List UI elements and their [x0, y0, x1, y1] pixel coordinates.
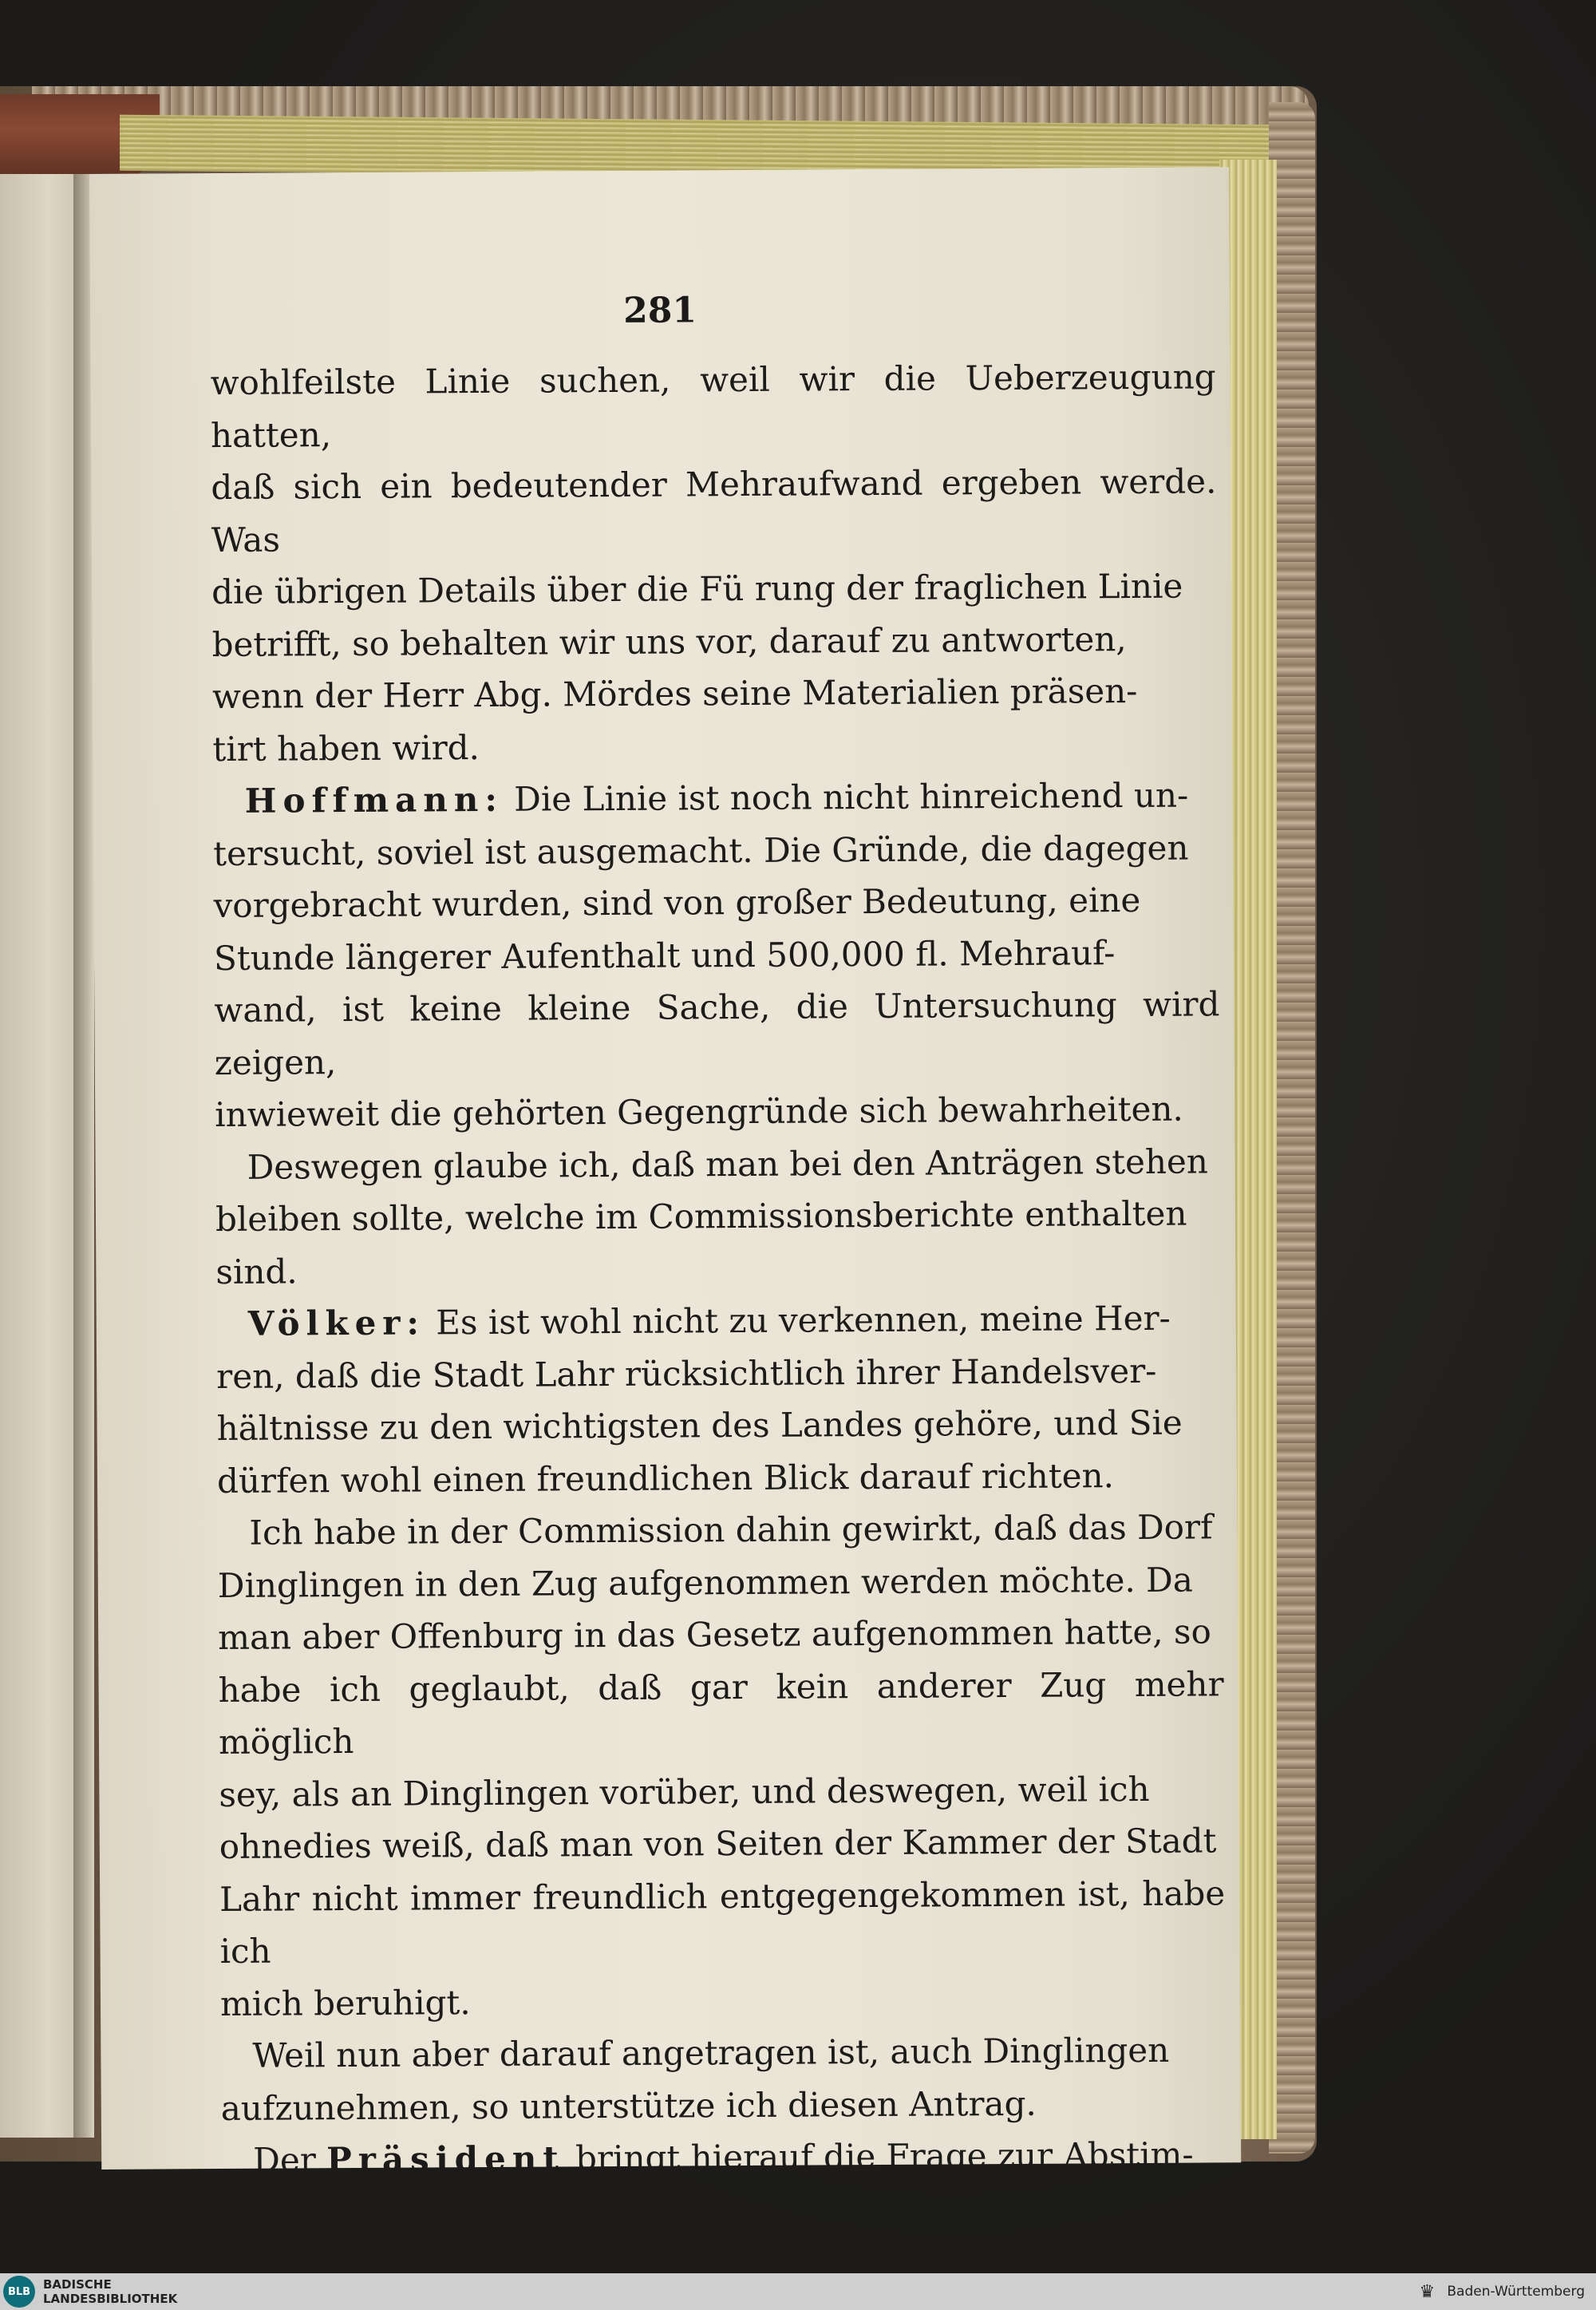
partner-branding[interactable]: [1415, 2280, 1596, 2304]
left-page: [0, 174, 80, 2138]
text-line: [213, 873, 1219, 932]
line-text: sey, als an Dinglingen vorüber, und deswegen, weil ich: [219, 1769, 1150, 1814]
text-line: [217, 1449, 1223, 1507]
line-text: die übrigen Details über die Fü rung der fraglichen Linie: [211, 566, 1183, 612]
line-text: man aber Offenburg in das Gesetz aufgenommen hatte, so: [218, 1612, 1211, 1658]
line-text: ren, daß die Stadt Lahr rücksichtlich ihrer Handelsver-: [216, 1351, 1157, 1396]
right-page: [89, 167, 1241, 2180]
line-text: bringt hierauf die Frage zur Abstim-: [575, 2134, 1194, 2178]
text-line: [221, 2076, 1227, 2134]
speaker-name: Völker:: [247, 1303, 426, 1343]
text-line: [216, 1291, 1222, 1350]
text-line: [214, 978, 1220, 1089]
line-text: habe ich geglaubt, daß gar kein anderer Zug mehr möglich: [218, 1663, 1224, 1762]
text-line: [216, 1344, 1222, 1402]
text-line: [211, 455, 1217, 566]
line-text: hältnisse zu den wichtigsten des Landes gehöre, und Sie: [216, 1402, 1183, 1449]
text-line: [218, 1658, 1224, 1769]
paragraph: [215, 1135, 1221, 1298]
page-number: 281: [622, 290, 697, 331]
text-line: [219, 1814, 1225, 1873]
line-text: dürfen wohl einen freundlichen Blick darauf richten.: [216, 1455, 1115, 1501]
line-text: Lahr nicht immer freundlich entgegengekommen ist, habe ich: [219, 1873, 1226, 1972]
text-line: [215, 1187, 1221, 1245]
speaker-name: Präsident: [326, 2138, 565, 2180]
text-line: [211, 612, 1217, 670]
library-name: [43, 2277, 177, 2306]
text-line: [212, 664, 1218, 722]
text-line: [213, 821, 1219, 880]
text-line: [219, 1762, 1224, 1821]
partner-name: Baden-Württemberg: [1447, 2284, 1585, 2300]
line-text: wand, ist keine kleine Sache, die Untersuchung wird zeigen,: [214, 984, 1220, 1082]
line-text: Deswegen glaube ich, daß man bei den Anträgen stehen: [247, 1141, 1208, 1187]
paragraph: [210, 350, 1218, 775]
text-line: [215, 1082, 1220, 1141]
paragraph: [213, 769, 1221, 1141]
line-text: tirt haben wird.: [212, 727, 480, 769]
text-line: [218, 1605, 1223, 1663]
paragraph: [221, 2128, 1227, 2186]
library-name-line1: BADISCHE: [43, 2277, 112, 2292]
state-crest-icon: ♛: [1419, 2281, 1436, 2302]
text-line: [215, 1135, 1220, 1193]
viewer-footer-bar: [0, 2273, 1596, 2310]
line-text: Die Linie ist noch nicht hinreichend un-: [514, 775, 1189, 819]
line-text: Weil nun aber darauf angetragen ist, auch Dinglingen: [252, 2030, 1170, 2075]
line-text: vorgebracht wurden, sind von großer Bedeutung, eine: [213, 880, 1141, 926]
speaker-prefix: Der: [253, 2140, 316, 2180]
line-text: Es ist wohl nicht zu verkennen, meine Her-: [436, 1298, 1171, 1343]
paragraph: [217, 1501, 1226, 2030]
line-text: Ich habe in der Commission dahin gewirkt, daß das Dorf: [249, 1507, 1213, 1553]
line-text: aufzunehmen, so unterstütze ich diesen Antrag.: [220, 2083, 1037, 2128]
text-line: [214, 926, 1219, 984]
text-line: [220, 1972, 1226, 2030]
line-text: tersucht, soviel ist ausgemacht. Die Gründe, die dagegen: [213, 828, 1189, 873]
paragraph: [220, 2023, 1227, 2134]
library-branding[interactable]: [0, 2276, 177, 2308]
text-line: [212, 717, 1218, 775]
line-text: inwieweit die gehörten Gegengründe sich bewahrheiten.: [215, 1089, 1183, 1135]
text-line: [213, 769, 1219, 827]
blb-logo-icon: BLB: [3, 2276, 35, 2308]
line-text: Dinglingen in den Zug aufgenommen werden möchte. Da: [217, 1560, 1193, 1605]
line-text: sind.: [215, 1251, 298, 1291]
line-text: ohnedies weiß, daß man von Seiten der Kammer der Stadt: [219, 1821, 1217, 1867]
line-text: bleiben sollte, welche im Commissionsberichte enthalten: [215, 1193, 1187, 1240]
body-text: [210, 350, 1227, 2186]
line-text: mich beruhigt.: [219, 1982, 471, 2023]
line-text: daß sich ein bedeutender Mehraufwand ergeben werde. Was: [211, 461, 1217, 560]
line-text: Stunde längerer Aufenthalt und 500,000 fl. Mehrauf-: [213, 932, 1116, 978]
text-line: [221, 2128, 1227, 2186]
line-text: betrifft, so behalten wir uns vor, darauf zu antworten,: [211, 619, 1127, 664]
line-text: wohlfeilste Linie suchen, weil wir die Ueberzeugung hatten,: [210, 357, 1216, 455]
text-line: [218, 1553, 1223, 1612]
text-line: [220, 2023, 1226, 2082]
text-line: [216, 1396, 1222, 1454]
text-line: [215, 1240, 1221, 1298]
text-line: [210, 350, 1216, 461]
text-line: [217, 1501, 1223, 1559]
line-text: wenn der Herr Abg. Mördes seine Materialien präsen-: [211, 670, 1138, 717]
paragraph: [216, 1291, 1223, 1507]
text-line: [211, 560, 1217, 618]
speaker-name: Hoffmann:: [244, 779, 504, 821]
library-name-line2: LANDESBIBLIOTHEK: [43, 2292, 178, 2306]
text-line: [219, 1867, 1226, 1978]
